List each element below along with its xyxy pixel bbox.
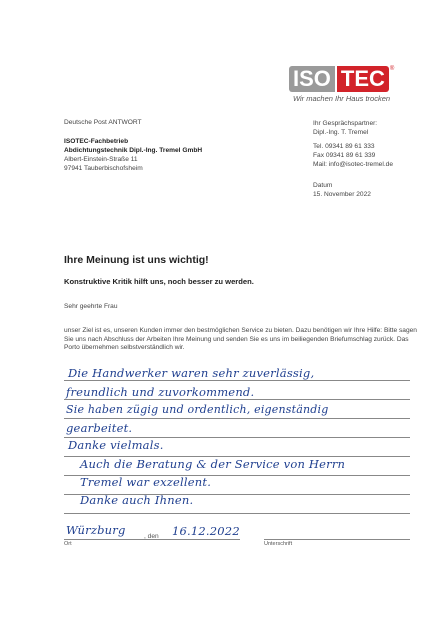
writing-line: [64, 513, 410, 514]
contact-fax: Fax 09341 89 61 339: [313, 152, 376, 159]
subheadline: Konstruktive Kritik hilft uns, noch besser zu werden.: [64, 277, 254, 286]
city-line: 97941 Tauberbischofsheim: [64, 165, 143, 172]
contact-label: Ihr Gesprächspartner:: [313, 120, 378, 127]
handwriting-line-6: Auch die Beratung & der Service von Herrn: [80, 457, 346, 471]
street-line: Albert-Einstein-Straße 11: [64, 156, 138, 163]
post-answer-label: Deutsche Post ANTWORT: [64, 119, 142, 126]
company-line-1: ISOTEC-Fachbetrieb: [64, 138, 129, 145]
handwritten-date: 16.12.2022: [172, 524, 240, 538]
contact-mail: Mail: info@isotec-tremel.de: [313, 161, 393, 168]
registered-mark: ®: [389, 66, 395, 72]
logo-iso-text: ISO: [289, 66, 335, 92]
handwriting-line-3: Sie haben zügig und ordentlich, eigenständig: [66, 403, 329, 416]
headline: Ihre Meinung ist uns wichtig!: [64, 254, 209, 266]
writing-line: [64, 380, 410, 381]
writing-line: [64, 399, 410, 400]
date-value: 15. November 2022: [313, 191, 371, 198]
handwriting-line-5: Danke vielmals.: [68, 438, 164, 452]
signature-label: Unterschrift: [264, 541, 293, 547]
logo-tec-text: TEC: [337, 66, 389, 92]
place-label: Ort: [64, 541, 72, 547]
handwriting-line-2: freundlich und zuvorkommend.: [66, 385, 255, 399]
post-line: [64, 119, 142, 126]
salutation: Sehr geehrte Frau: [64, 303, 118, 310]
contact-tel: Tel. 09341 89 61 333: [313, 143, 375, 150]
recipient-address: [64, 137, 202, 173]
isotec-logo: [289, 66, 413, 103]
den-label: , den: [144, 533, 159, 540]
date-block: [313, 181, 371, 199]
signature-line: [264, 539, 410, 540]
contact-block: [313, 119, 433, 169]
handwriting-line-4: gearbeitet.: [66, 421, 133, 435]
handwriting-line-1: Die Handwerker waren sehr zuverlässig,: [68, 366, 315, 380]
handwriting-line-8: Danke auch Ihnen.: [80, 493, 194, 507]
handwriting-line-7: Tremel war exzellent.: [80, 475, 212, 489]
contact-name: Dipl.-Ing. T. Tremel: [313, 129, 369, 136]
company-line-2: Abdichtungstechnik Dipl.-Ing. Tremel GmbH: [64, 147, 203, 154]
handwritten-place: Würzburg: [66, 523, 126, 537]
date-label: Datum: [313, 182, 333, 189]
writing-line: [64, 418, 410, 419]
body-paragraph: unser Ziel ist es, unseren Kunden immer den bestmöglichen Service zu bieten. Dazu benötigen wir Ihre Hilfe: Bitte sagen Sie uns nach Abschluss der Arbeiten Ihre Meinung und senden Sie es uns im beiliegenden Briefumschlag zurück. Das Porto übernehmen selbstverständlich wir.: [64, 327, 417, 352]
logo-slogan: Wir machen Ihr Haus trocken: [293, 94, 391, 103]
